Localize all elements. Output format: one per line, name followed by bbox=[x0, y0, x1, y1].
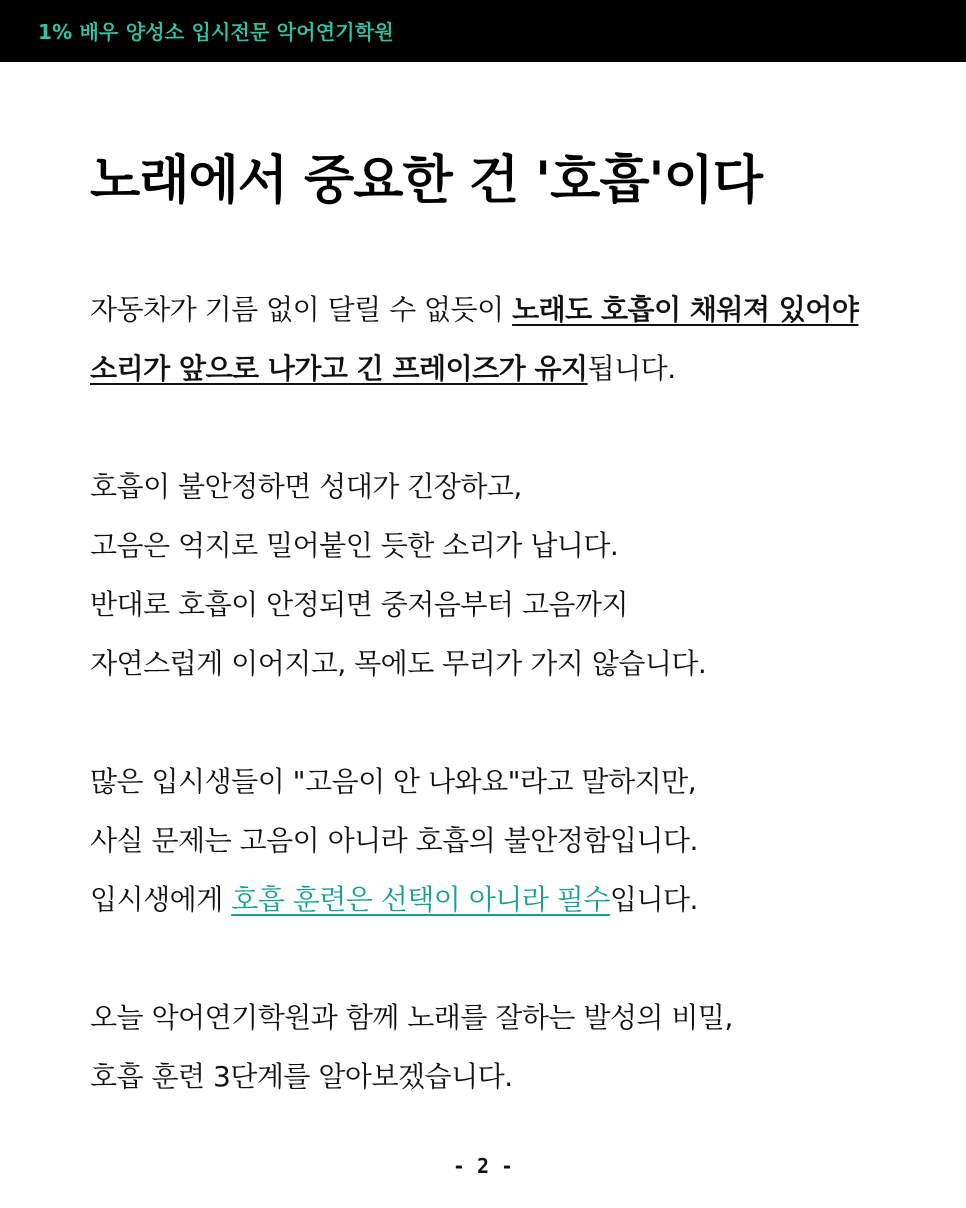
paragraph-spacer bbox=[90, 693, 880, 752]
paragraph-spacer bbox=[90, 929, 880, 988]
article-title: 노래에서 중요한 건 '호흡'이다 bbox=[90, 151, 762, 211]
intro-text: 자동차가 기름 없이 달릴 수 없듯이 bbox=[90, 293, 513, 326]
body-line: 반대로 호흡이 안정되면 중저음부터 고음까지 bbox=[90, 588, 629, 621]
intro-tail: 됩니다. bbox=[587, 352, 676, 385]
body-line: 고음은 억지로 밀어붙인 듯한 소리가 납니다. bbox=[90, 529, 619, 562]
paragraph-closing bbox=[90, 988, 880, 1106]
brand-title: 1% 배우 양성소 입시전문 악어연기학원 bbox=[38, 20, 394, 44]
body-line: 호흡 훈련 3단계를 알아보겠습니다. bbox=[90, 1060, 513, 1093]
paragraph-high-notes bbox=[90, 752, 880, 929]
page-number: - 2 - bbox=[452, 1154, 514, 1178]
top-header-bar bbox=[0, 0, 966, 62]
paragraph-spacer bbox=[90, 398, 880, 457]
body-line: 사실 문제는 고음이 아니라 호흡의 불안정함입니다. bbox=[90, 824, 698, 857]
highlight-breath-training-required: 호흡 훈련은 선택이 아니라 필수 bbox=[231, 883, 610, 916]
article-body bbox=[90, 280, 880, 1106]
body-line: 많은 입시생들이 "고음이 안 나와요"라고 말하지만, bbox=[90, 765, 697, 798]
paragraph-intro bbox=[90, 280, 880, 398]
emphasis-breath-filled: 노래도 호흡이 채워져 있어야 bbox=[512, 293, 859, 326]
body-line: 호흡이 불안정하면 성대가 긴장하고, bbox=[90, 470, 522, 503]
body-line: 자연스럽게 이어지고, 목에도 무리가 가지 않습니다. bbox=[90, 647, 707, 680]
body-line-tail: 입니다. bbox=[609, 883, 698, 916]
paragraph-breath-stability bbox=[90, 457, 880, 693]
body-line: 오늘 악어연기학원과 함께 노래를 잘하는 발성의 비밀, bbox=[90, 1001, 733, 1034]
body-line-head: 입시생에게 bbox=[90, 883, 232, 916]
emphasis-sound-forward: 소리가 앞으로 나가고 긴 프레이즈가 유지 bbox=[90, 352, 588, 385]
